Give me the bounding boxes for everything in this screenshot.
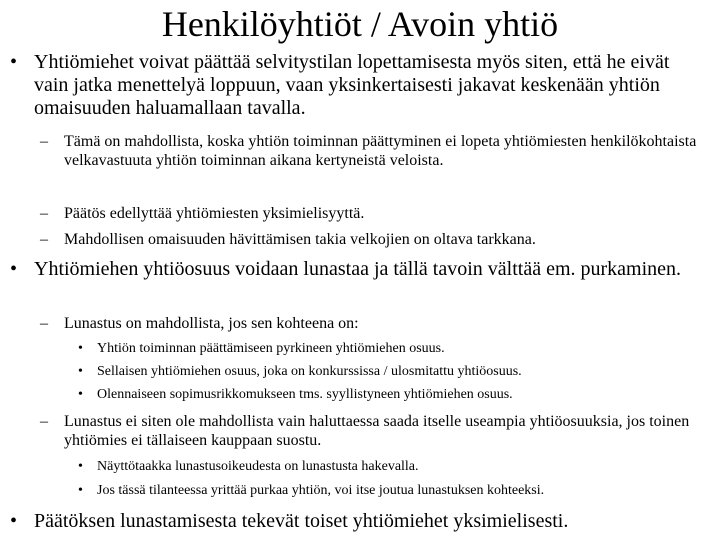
sub-bullet-item (40, 230, 712, 249)
bullet-marker: • (78, 483, 83, 498)
sub-bullet-item (40, 412, 690, 450)
bullet-marker: • (78, 364, 83, 379)
sub-sub-bullet-item (78, 458, 698, 475)
bullet-marker: • (10, 510, 18, 532)
sub-bullet-item (40, 204, 712, 223)
sub-sub-bullet-text: Yhtiön toiminnan päättämiseen pyrkineen yhtiömiehen osuus. (97, 341, 445, 356)
bullet-marker: • (10, 51, 18, 73)
sub-sub-bullet-item (78, 363, 698, 380)
sub-sub-bullet-text: Näyttötaakka lunastusoikeudesta on lunastusta hakevalla. (97, 459, 419, 474)
sub-sub-bullet-text: Jos tässä tilanteessa yrittää purkaa yhtiön, voi itse joutua lunastuksen kohteeksi. (97, 483, 545, 498)
sub-sub-bullet-text: Olennaiseen sopimusrikkomukseen tms. syyllistyneen yhtiömiehen osuus. (97, 387, 513, 402)
bullet-text: Yhtiömiehet voivat päättää selvitystilan lopettamisesta myös siten, että he eivät vain jatka menettelyä loppuun, vaan yksinkertaisesti jakavat keskenään yhtiön omaisuuden haluamallaan tavalla. (34, 51, 670, 119)
bullet-marker: • (78, 387, 83, 402)
dash-marker: – (40, 413, 48, 430)
bullet-text: Yhtiömiehen yhtiöosuus voidaan lunastaa ja tällä tavoin välttää em. purkaminen. (34, 258, 682, 280)
sub-sub-bullet-item (78, 386, 698, 403)
dash-marker: – (40, 231, 48, 248)
bullet-item (10, 51, 700, 120)
dash-marker: – (40, 205, 48, 222)
sub-bullet-text: Tämä on mahdollista, koska yhtiön toiminnan päättyminen ei lopeta yhtiömiesten henkilökohtaista velkavastuuta yhtiön toiminnan aikana kertyneistä veloista. (64, 133, 697, 169)
bullet-text: Päätöksen lunastamisesta tekevät toiset yhtiömiehet yksimielisesti. (34, 510, 569, 532)
bullet-marker: • (78, 341, 83, 356)
bullet-item (10, 258, 700, 281)
sub-bullet-text: Mahdollisen omaisuuden hävittämisen takia velkojien on oltava tarkkana. (64, 231, 536, 248)
bullet-item (10, 510, 710, 533)
sub-bullet-item (40, 314, 712, 333)
bullet-marker: • (78, 459, 83, 474)
sub-sub-bullet-item (78, 340, 698, 357)
bullet-marker: • (10, 258, 18, 280)
slide-title: Henkilöyhtiöt / Avoin yhtiö (161, 4, 559, 44)
sub-bullet-item (40, 132, 712, 170)
sub-bullet-text: Päätös edellyttää yhtiömiesten yksimielisyyttä. (64, 205, 365, 222)
sub-sub-bullet-text: Sellaisen yhtiömiehen osuus, joka on konkurssissa / ulosmitattu yhtiöosuus. (97, 364, 522, 379)
dash-marker: – (40, 315, 48, 332)
dash-marker: – (40, 133, 48, 150)
sub-bullet-text: Lunastus on mahdollista, jos sen kohteena on: (64, 315, 359, 332)
sub-sub-bullet-item (78, 482, 698, 499)
sub-bullet-text: Lunastus ei siten ole mahdollista vain haluttaessa saada itselle useampia yhtiöosuuksia, jos toinen yhtiömies ei tällaiseen kauppaan suostu. (64, 413, 690, 449)
